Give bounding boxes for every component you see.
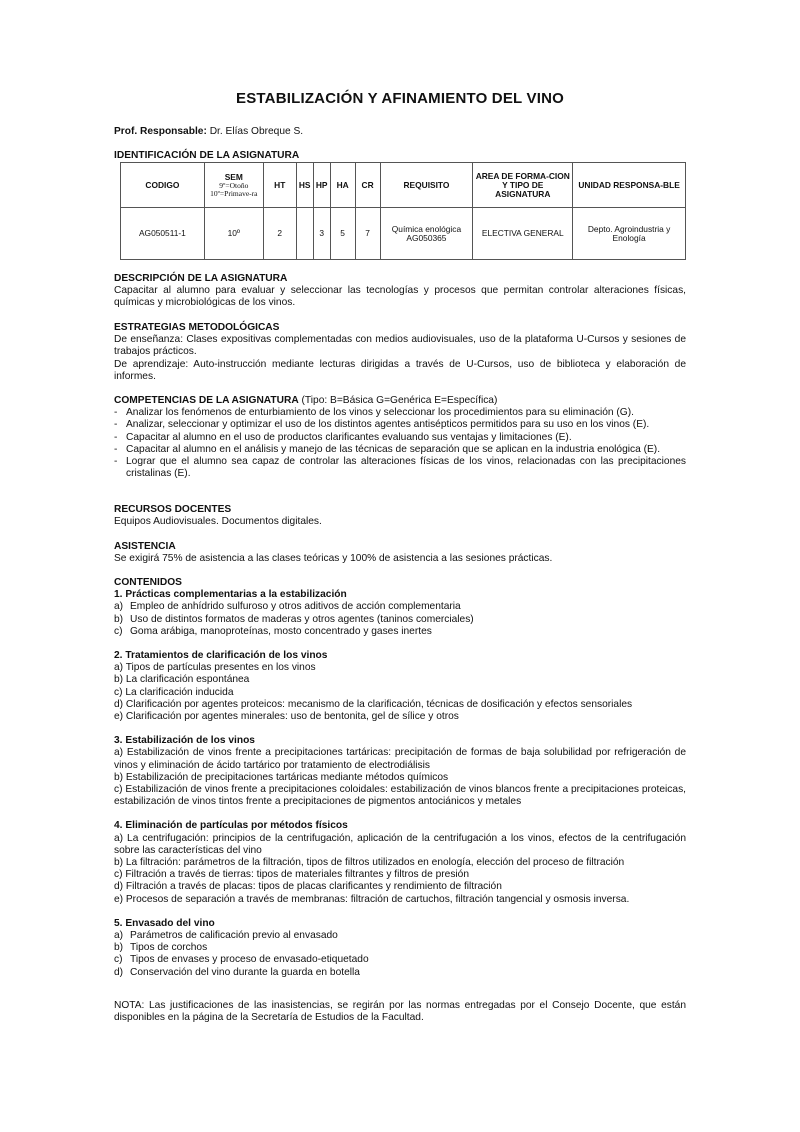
competency-text: Capacitar al alumno en el análisis y manejo de las técnicas de separación que se aplican en la industria enológica (E).: [126, 443, 661, 455]
cell-cr: 7: [355, 208, 380, 260]
list-item: [114, 626, 686, 638]
attendance-section: [114, 541, 686, 565]
item-marker: a): [114, 930, 124, 942]
item-marker: c): [114, 954, 123, 966]
competencies-section: [114, 395, 686, 480]
competency-text: Capacitar al alumno en el uso de productos clarificantes evaluando sus ventajas y limitaciones (E).: [126, 431, 572, 443]
cell-requisito: Química enológica AG050365: [380, 208, 473, 260]
header-area: AREA DE FORMA-CION Y TIPO DE ASIGNATURA: [473, 163, 573, 208]
item-text: Tipos de envases y proceso de envasado-etiquetado: [130, 954, 369, 966]
content-unit-list: [114, 930, 686, 979]
competency-item: [114, 419, 686, 431]
cell-ha: 5: [330, 208, 355, 260]
content-unit-list: [114, 601, 686, 638]
contents-heading: CONTENIDOS: [114, 577, 182, 588]
list-item: [114, 930, 686, 942]
item-text: a) Estabilización de vinos frente a precipitaciones tartáricas: precipitación de formas de baja solubilidad por refrigeración de vinos y eliminación de ácido tartárico por tratamiento de electrodiálisis: [114, 747, 686, 771]
competency-item: [114, 432, 686, 444]
item-marker: c): [114, 625, 123, 637]
content-unit-title: 4. Eliminación de partículas por métodos físicos: [114, 820, 348, 832]
list-item: [114, 857, 686, 869]
item-text: d) Filtración a través de placas: tipos de placas clarificantes y rendimiento de filtración: [114, 881, 502, 893]
content-unit: [114, 735, 686, 808]
item-text: d) Clarificación por agentes proteicos: mecanismo de la clarificación, técnicas de dosificación y efectos sensoriales: [114, 698, 633, 710]
bullet-dash: -: [114, 456, 118, 468]
professor-label: Prof. Responsable:: [114, 126, 207, 137]
contents-units: [114, 589, 686, 979]
list-item: [114, 674, 686, 686]
list-item: [114, 833, 686, 857]
item-text: Goma arábiga, manoproteínas, mosto concentrado y gases inertes: [130, 625, 432, 637]
contents-section: [114, 577, 686, 979]
resources-text: Equipos Audiovisuales. Documentos digitales.: [114, 516, 322, 528]
professor-line: [114, 126, 303, 138]
strategies-teaching: De enseñanza: Clases expositivas complementadas con medios audiovisuales, uso de la plataforma U-Cursos y sesiones de trabajos prácticos.: [114, 334, 686, 358]
list-item: [114, 894, 686, 906]
header-requisito: REQUISITO: [380, 163, 473, 208]
content-unit-list: [114, 662, 686, 723]
resources-section: [114, 504, 686, 528]
item-marker: a): [114, 601, 124, 613]
competency-item: [114, 444, 686, 456]
header-sem: [204, 163, 263, 208]
table-header-row: [121, 163, 686, 208]
item-text: b) Estabilización de precipitaciones tartáricas mediante métodos químicos: [114, 771, 449, 783]
cell-sem: 10º: [204, 208, 263, 260]
description-section: [114, 273, 686, 310]
competencies-list: [114, 407, 686, 480]
description-text: Capacitar al alumno para evaluar y seleccionar las tecnologías y procesos que permitan controlar alteraciones físicas, químicas y microbiológicas de los vinos.: [114, 285, 686, 309]
item-text: b) La filtración: parámetros de la filtración, tipos de filtros utilizados en enología, elección del proceso de filtración: [114, 857, 625, 869]
cell-unidad: Depto. Agroindustria y Enología: [573, 208, 686, 260]
item-marker: b): [114, 613, 124, 625]
content-unit-list: [114, 833, 686, 906]
strategies-heading: ESTRATEGIAS METODOLÓGICAS: [114, 322, 280, 333]
header-unidad: UNIDAD RESPONSA-BLE: [573, 163, 686, 208]
list-item: [114, 942, 686, 954]
content-unit-title: 1. Prácticas complementarias a la estabilización: [114, 589, 347, 601]
list-item: [114, 614, 686, 626]
competency-item: [114, 456, 686, 480]
header-sem-sub: 9º=Otoño 10º=Primave-ra: [210, 180, 258, 198]
bullet-dash: -: [114, 443, 118, 455]
competencies-heading: COMPETENCIAS DE LA ASIGNATURA: [114, 395, 299, 406]
table-row: [121, 208, 686, 260]
identification-table: [120, 162, 686, 260]
bullet-dash: -: [114, 419, 118, 431]
list-item: [114, 747, 686, 771]
list-item: [114, 967, 686, 979]
attendance-heading: ASISTENCIA: [114, 541, 176, 552]
item-text: e) Clarificación por agentes minerales: uso de bentonita, gel de sílice y otros: [114, 711, 459, 723]
content-unit-title: 5. Envasado del vino: [114, 917, 215, 929]
content-unit-title: 2. Tratamientos de clarificación de los vinos: [114, 650, 328, 662]
content-unit: [114, 918, 686, 979]
list-item: [114, 784, 686, 808]
content-unit: [114, 589, 686, 638]
bullet-dash: -: [114, 431, 118, 443]
competencies-type-legend: (Tipo: B=Básica G=Genérica E=Específica): [298, 395, 498, 406]
header-hs: HS: [296, 163, 313, 208]
item-marker: b): [114, 942, 124, 954]
bullet-dash: -: [114, 407, 118, 419]
list-item: [114, 662, 686, 674]
item-text: c) Estabilización de vinos frente a precipitaciones coloidales: estabilización de vinos blancos frente a precipitaciones proteicas, estabilización de vinos tintos frente a precipitaciones de pigmentos antociánicos y metales: [114, 784, 686, 808]
item-text: Uso de distintos formatos de maderas y otros agentes (taninos comerciales): [130, 613, 474, 625]
competency-text: Lograr que el alumno sea capaz de controlar las alteraciones físicas de los vinos, relacionadas con las precipitaciones cristalinas (E).: [126, 456, 686, 480]
list-item: [114, 869, 686, 881]
cell-hp: 3: [313, 208, 330, 260]
cell-codigo: AG050511-1: [121, 208, 205, 260]
competency-text: Analizar, seleccionar y optimizar el uso de los distintos agentes antisépticos permitidos para su uso en los vinos (E).: [126, 419, 650, 431]
cell-ht: 2: [263, 208, 296, 260]
competency-text: Analizar los fenómenos de enturbiamiento de los vinos y seleccionar los procedimientos para su eliminación (G).: [126, 407, 634, 419]
list-item: [114, 687, 686, 699]
item-text: e) Procesos de separación a través de membranas: filtración de cartuchos, filtración tangencial y osmosis inversa.: [114, 893, 630, 905]
description-heading: DESCRIPCIÓN DE LA ASIGNATURA: [114, 273, 288, 284]
resources-heading: RECURSOS DOCENTES: [114, 504, 232, 515]
header-ht: HT: [263, 163, 296, 208]
list-item: [114, 954, 686, 966]
item-text: Empleo de anhídrido sulfuroso y otros aditivos de acción complementaria: [130, 601, 461, 613]
header-cr: CR: [355, 163, 380, 208]
list-item: [114, 772, 686, 784]
content-unit-title: 3. Estabilización de los vinos: [114, 735, 255, 747]
item-text: Tipos de corchos: [130, 942, 208, 954]
content-unit: [114, 820, 686, 905]
list-item: [114, 601, 686, 613]
strategies-learning: De aprendizaje: Auto-instrucción mediante lecturas dirigidas a través de U-Cursos, uso de biblioteca y elaboración de informes.: [114, 358, 686, 382]
list-item: [114, 711, 686, 723]
item-marker: d): [114, 966, 124, 978]
identification-heading: IDENTIFICACIÓN DE LA ASIGNATURA: [114, 150, 300, 161]
list-item: [114, 881, 686, 893]
attendance-text: Se exigirá 75% de asistencia a las clases teóricas y 100% de asistencia a las sesiones prácticas.: [114, 553, 553, 565]
professor-name: Dr. Elías Obreque S.: [209, 126, 304, 137]
strategies-section: [114, 322, 686, 383]
page-title: ESTABILIZACIÓN Y AFINAMIENTO DEL VINO: [236, 90, 564, 107]
header-sem-label: SEM: [224, 171, 243, 182]
header-ha: HA: [330, 163, 355, 208]
competency-item: [114, 407, 686, 419]
note-text: NOTA: Las justificaciones de las inasistencias, se regirán por las normas entregadas por el Consejo Docente, que están disponibles en la página de la Secretaría de Estudios de la Facultad.: [114, 1000, 686, 1024]
item-text: Conservación del vino durante la guarda en botella: [130, 966, 360, 978]
content-unit: [114, 650, 686, 723]
list-item: [114, 699, 686, 711]
cell-area: ELECTIVA GENERAL: [473, 208, 573, 260]
item-text: c) Filtración a través de tierras: tipos de materiales filtrantes y filtros de presión: [114, 869, 470, 881]
header-codigo: CODIGO: [121, 163, 205, 208]
content-unit-list: [114, 747, 686, 808]
header-hp: HP: [313, 163, 330, 208]
item-text: b) La clarificación espontánea: [114, 674, 250, 686]
item-text: a) Tipos de partículas presentes en los vinos: [114, 662, 316, 674]
cell-hs: [296, 208, 313, 260]
item-text: Parámetros de calificación previo al envasado: [130, 930, 338, 942]
item-text: c) La clarificación inducida: [114, 686, 234, 698]
item-text: a) La centrifugación: principios de la centrifugación, aplicación de la centrifugación a los vinos, efectos de la centrifugación sobre las características del vino: [114, 832, 686, 856]
